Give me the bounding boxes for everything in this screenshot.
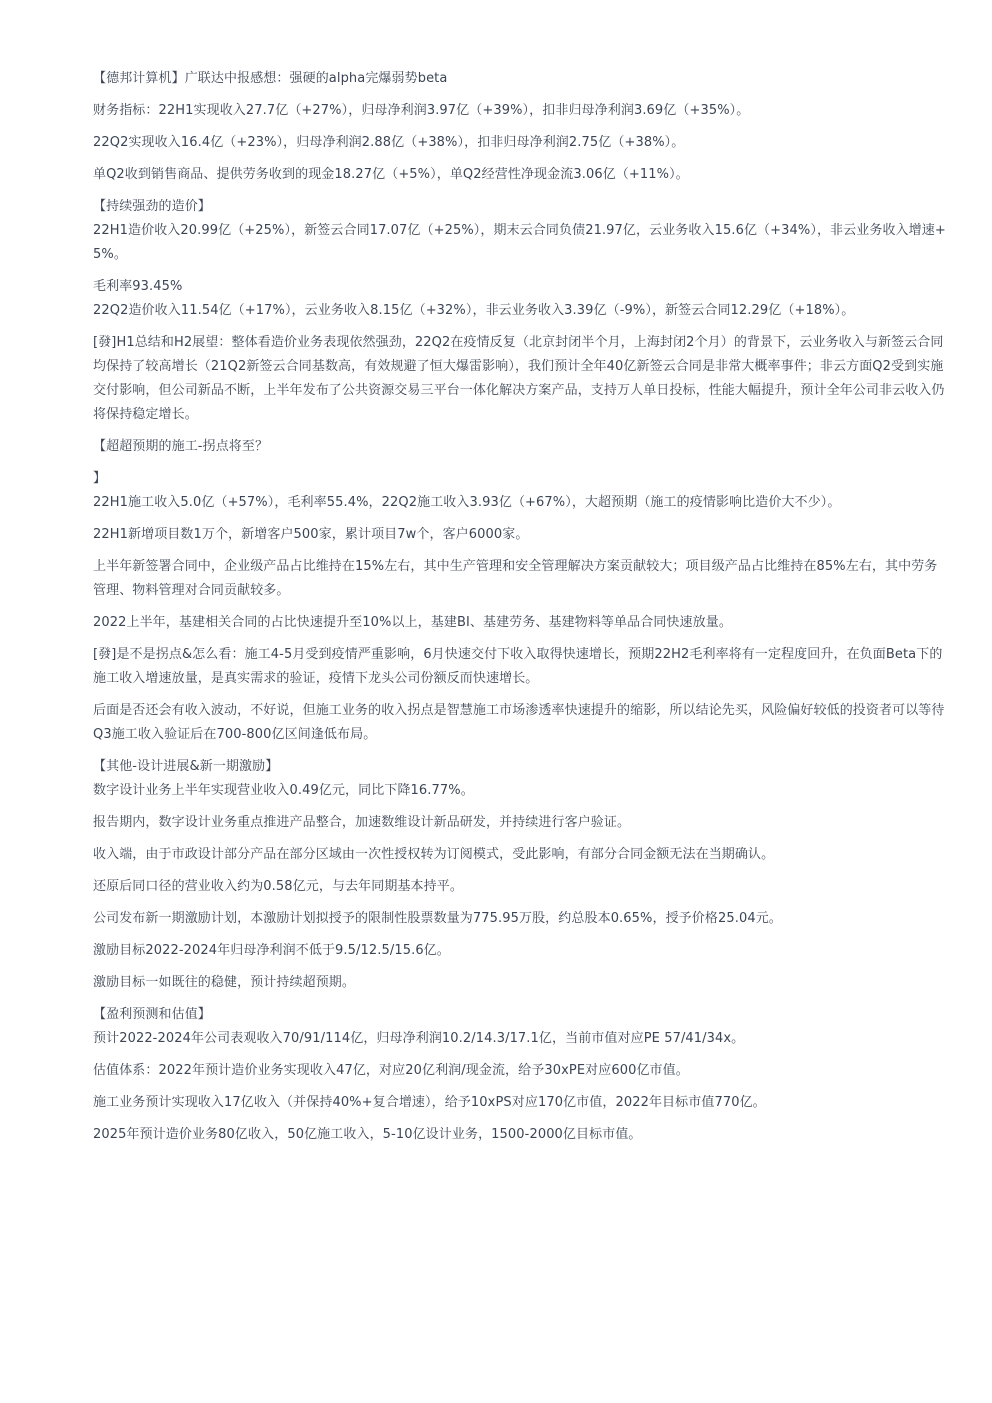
paragraph: 后面是否还会有收入波动，不好说，但施工业务的收入拐点是智慧施工市场渗透率快速提升的缩影，所以结论先买，风险偏好较低的投资者可以等待Q3施工收入验证后在700-800亿区间逢低布局。 (93, 703, 945, 742)
paragraph: 【其他-设计进展&新一期激励】 (93, 759, 279, 774)
paragraph: 【持续强劲的造价】 (93, 199, 211, 214)
paragraph: 收入端，由于市政设计部分产品在部分区域由一次性授权转为订阅模式，受此影响，有部分合同金额无法在当期确认。 (93, 847, 775, 862)
paragraph: 2025年预计造价业务80亿收入，50亿施工收入，5-10亿设计业务，1500-2000亿目标市值。 (93, 1127, 642, 1142)
paragraph: 单Q2收到销售商品、提供劳务收到的现金18.27亿（+5%），单Q2经营性净现金流3.06亿（+11%）。 (93, 167, 689, 182)
paragraph: 财务指标：22H1实现收入27.7亿（+27%），归母净利润3.97亿（+39%），扣非归母净利润3.69亿（+35%）。 (93, 103, 750, 118)
paragraph: 22Q2实现收入16.4亿（+23%），归母净利润2.88亿（+38%），扣非归母净利润2.75亿（+38%）。 (93, 135, 685, 150)
paragraph: 毛利率93.45% (93, 279, 183, 294)
paragraph: 2022上半年，基建相关合同的占比快速提升至10%以上，基建BI、基建劳务、基建物料等单品合同快速放量。 (93, 615, 732, 630)
paragraph: 激励目标2022-2024年归母净利润不低于9.5/12.5/15.6亿。 (93, 943, 450, 958)
paragraph: [發]是不是拐点&怎么看：施工4-5月受到疫情严重影响，6月快速交付下收入取得快速增长，预期22H2毛利率将有一定程度回升，在负面Beta下的施工收入增速放量，是真实需求的验证，疫情下龙头公司份额反而快速增长。 (93, 647, 943, 686)
paragraph: 【超超预期的施工-拐点将至？ (93, 439, 269, 454)
paragraph: 【德邦计算机】广联达中报感想：强硬的alpha完爆弱势beta (93, 71, 448, 86)
paragraph: 激励目标一如既往的稳健，预计持续超预期。 (93, 975, 356, 990)
paragraph: [發]H1总结和H2展望：整体看造价业务表现依然强劲，22Q2在疫情反复（北京封闭半个月，上海封闭2个月）的背景下，云业务收入与新签云合同均保持了较高增长（21Q2新签云合同基数高，有效规避了恒大爆雷影响），我们预计全年40亿新签云合同是非常大概率事件；非云方面Q2受到实施交付影响，但公司新品不断，上半年发布了公共资源交易三平台一体化解决方案产品，支持万人单日投标，性能大幅提升，预计全年公司非云收入仍将保持稳定增长。 (93, 335, 945, 422)
paragraph: 预计2022-2024年公司表观收入70/91/114亿，归母净利润10.2/14.3/17.1亿，当前市值对应PE 57/41/34x。 (93, 1031, 745, 1046)
paragraph: 【盈利预测和估值】 (93, 1007, 211, 1022)
paragraph: 22H1新增项目数1万个，新增客户500家，累计项目7w个，客户6000家。 (93, 527, 529, 542)
paragraph: 22Q2造价收入11.54亿（+17%），云业务收入8.15亿（+32%），非云业务收入3.39亿（-9%），新签云合同12.29亿（+18%）。 (93, 303, 855, 318)
paragraph: 数字设计业务上半年实现营业收入0.49亿元，同比下降16.77%。 (93, 783, 474, 798)
document-body (93, 67, 949, 1155)
paragraph: 】 (93, 471, 107, 486)
paragraph-list (93, 67, 949, 1147)
paragraph: 公司发布新一期激励计划，本激励计划拟授予的限制性股票数量为775.95万股，约总股本0.65%，授予价格25.04元。 (93, 911, 782, 926)
paragraph: 估值体系：2022年预计造价业务实现收入47亿，对应20亿利润/现金流，给予30xPE对应600亿市值。 (93, 1063, 689, 1078)
paragraph: 22H1施工收入5.0亿（+57%），毛利率55.4%，22Q2施工收入3.93亿（+67%），大超预期（施工的疫情影响比造价大不少）。 (93, 495, 841, 510)
paragraph: 报告期内，数字设计业务重点推进产品整合，加速数维设计新品研发，并持续进行客户验证。 (93, 815, 631, 830)
paragraph: 还原后同口径的营业收入约为0.58亿元，与去年同期基本持平。 (93, 879, 463, 894)
paragraph: 施工业务预计实现收入17亿收入（并保持40%+复合增速），给予10xPS对应170亿市值，2022年目标市值770亿。 (93, 1095, 766, 1110)
paragraph: 上半年新签署合同中，企业级产品占比维持在15%左右，其中生产管理和安全管理解决方案贡献较大；项目级产品占比维持在85%左右，其中劳务管理、物料管理对合同贡献较多。 (93, 559, 938, 598)
paragraph: 22H1造价收入20.99亿（+25%），新签云合同17.07亿（+25%），期末云合同负债21.97亿，云业务收入15.6亿（+34%），非云业务收入增速+5%。 (93, 223, 946, 262)
